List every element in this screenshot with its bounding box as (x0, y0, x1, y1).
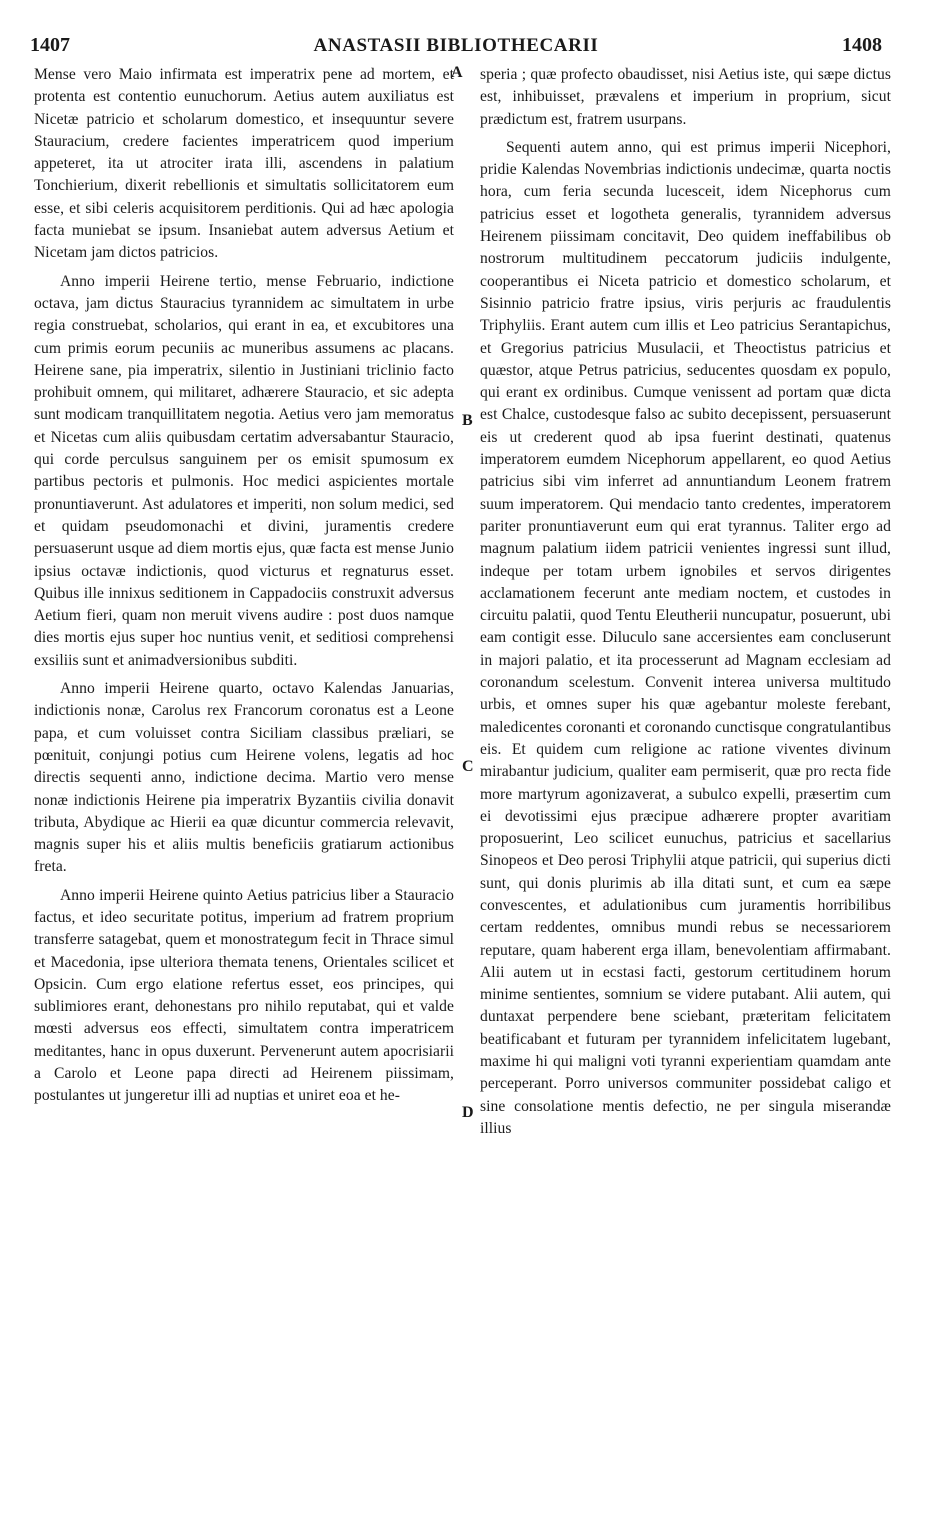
running-header (30, 34, 882, 60)
paragraph: speria ; quæ profecto obaudisset, nisi Aetius iste, qui sæpe dictus est, inhibuisset, prævalens et imperium in proprium, sicut prædictum est, fratrem usurpans. (480, 66, 891, 128)
paragraph: Sequenti autem anno, qui est primus imperii Nicephori, pridie Kalendas Novembrias indictionis undecimæ, quarta noctis hora, cum feria secunda lucesceit, idem Nicephorus cum patricius esset et logotheta generalis, tyrannidem adversus Heirenem piissimam concitavit, Deo quidem ineffabilibus ob nostrorum multitudinem peccatorum judiciis indulgente, cooperantibus ei Niceta patricio et domestico scholarum, et Sisinnio patricio fratre ipsius, viris perjuris ac fraudulentis Triphyliis. Erant autem cum illis et Leo patricius Serantapichus, et Gregorius patricius Musulacii, et Theoctistus patricius et quæstor, atque Petrus patricius, seducentes quosdam ex populo, qui erant ex ordinibus. Cumque venissent ad portam quæ dicta est Chalce, custodesque falso ac subito decepissent, persuaserunt eis ut crederent quod ab ipsa fuerint destinati, quatenus imperatorem eumdem Nicephorum appellarent, eo quod Aetius patricius sibi vim inferret ad annuntiandum Leonem fratrem suum imperatorem. Qui mendacio tanto credentes, imperatorem pariter pronuntiaverunt eum qui erat tyrannus. Taliter ergo ad magnum palatium iidem patricii venientes ingressi sunt illud, indeque per totam urbem ignobiles et servos dirigentes acclamationem fecerunt ante mediam noctem, et custodes in circuitu palatii, quod Tentu Eleutherii nuncupatur, posuerunt, ubi eam contigit esse. Diluculo sane accersientes eam concluserunt in majori palatio, et ita processerunt ad Magnam ecclesiam ad coronandum scelestum. Convenit interea universa multitudo urbis, et omnes super his quæ agebantur moleste ferebant, maledicentes coronanti et coronando cunctisque congratulantibus eis. Et quidem cum religione ac ratione viventes divinum mirabantur judicium, qualiter eam permiserit, quæ pro recta fide more martyrum agonizaverat, a subulco expelli, præsertim cum ei devotissimi ejus præcipue adhærere propter avaritiam proposuerint, Leo scilicet eunuchus, patricius et sacellarius Sinopeos et Deo perosi Triphylii atque patricii, qui superius dicti sunt, qui donis plurimis ab illa ditati sunt, et cum ea sæpe convescentes, et adulationibus cum juramentis horribilibus certam reddentes, omnibus mundi rebus se necessariorem reputare, quam haberent erga illam, benevolentiam affirmabant. Alii autem ut in ecstasi facti, gestorum certitudinem horum minime sentientes, somnium se videre putabant. Alii autem, qui duntaxat perpendere bene sciebant, præteritam felicitatem beatificabant et futuram per tyrannidem infelicitatem lugebant, maxime hi qui maligni voti tyranni experientiam quamdam ante perceperant. Porro universos communiter possidebat caligo et sine consolatione mentis defectio, ne per singula miserandæ illius (480, 138, 891, 1137)
margin-marker-d: D (462, 1104, 474, 1121)
margin-marker-a: A (451, 64, 463, 81)
paragraph: Mense vero Maio infirmata est imperatrix pene ad mortem, et protenta est contentio eunuchorum. Aetius autem auxiliatus est Nicetæ patricio et scholarum domestico, et insequuntur severe Stauracium, credere facientes imperatricem quod imperium appeteret, ita ut atrociter irata illi, ascendens in palatium Tonchierium, dixerit rebellionis et simultatis sollicitatorem eum esse, et sibi celeris acquisitorem perditionis. Qui ad hæc apologia facta muniebat se ipsum. Insaniebat autem adversus Aetium et Nicetam jam dictos patricios. (34, 66, 454, 262)
running-title: ANASTASII BIBLIOTHECARII (313, 35, 599, 56)
page-number-right: 1408 (842, 34, 882, 56)
text-column-left (34, 64, 454, 1114)
page-number-left: 1407 (30, 34, 70, 56)
paragraph: Anno imperii Heirene quarto, octavo Kalendas Januarias, indictionis nonæ, Carolus rex Francorum coronatus est a Leone papa, et cum voluisset contra Siciliam classibus præliari, se pœnituit, conjungi potius cum Heirene volens, legatis ad hoc directis sequenti anno, indictione decima. Martio vero mense nonæ indictionis Heirene pia imperatrix Byzantiis civilia donavit tributa, Abydique ac Hierii ea quæ dicuntur commercia relevavit, magnis super his et aliis multis beneficiis gratiarum actionibus freta. (34, 680, 454, 876)
paragraph: Anno imperii Heirene quinto Aetius patricius liber a Stauracio factus, et ideo securitate potitus, imperium ad fratrem proprium transferre satagebat, quem et monostrategum fecit in Thrace simul et Macedonia, ipse ulteriora themata tenens, Orientales scilicet et Opsicin. Cum ergo elatione refertus esset, eos principes, qui sublimiores erant, dehonestans pro nihilo reputabat, qui et valde mœsti adversus eos effecti, simultatem contra imperatricem meditantes, hanc in opus duxerunt. Pervenerunt autem apocrisiarii a Carolo et Leone papa directi ad Heirenem piissimam, postulantes ut jungeretur illi ad nuptias et uniret eoa et he- (34, 886, 454, 1105)
text-column-right (480, 64, 891, 1146)
margin-marker-b: B (462, 412, 473, 429)
margin-marker-c: C (462, 758, 474, 775)
paragraph: Anno imperii Heirene tertio, mense Februario, indictione octava, jam dictus Stauracius tyrannidem ac simultatem in urbe regia construebat, scholarios, qui erant in ea, et excubitores una cum primis eorum pecuniis ac muneribus assumens ac placans. Heirene sane, pia imperatrix, silentio in Justiniani triclinio facto prohibuit omnem, qui militaret, adhærere Stauracio, et sic adepta sunt modicam tranquillitatem negotia. Aetius vero jam memoratus et Nicetas cum aliis quibusdam certatim adversabantur Stauracio, qui corde perculsus sanguinem per os emisit spumosum ex partibus pectoris et pulmonis. Hoc medici aspicientes mortale pronuntiaverunt. Ast adulatores et imperiti, non solum medici, sed et quidam pseudomonachi et divini, juramentis credere persuaserunt usque ad diem mortis ejus, quæ facta est mense Junio ipsius octavæ indictionis, quod victurus et regnaturus esset. Quibus ille innixus seditionem in Cappadociis construxit adversus Aetium fieri, quam non meruit vivens audire : post duos namque dies mortis ejus super hoc nuntius venit, et seditiosi comprehensi exsiliis sunt et animadversionibus subditi. (34, 272, 454, 669)
